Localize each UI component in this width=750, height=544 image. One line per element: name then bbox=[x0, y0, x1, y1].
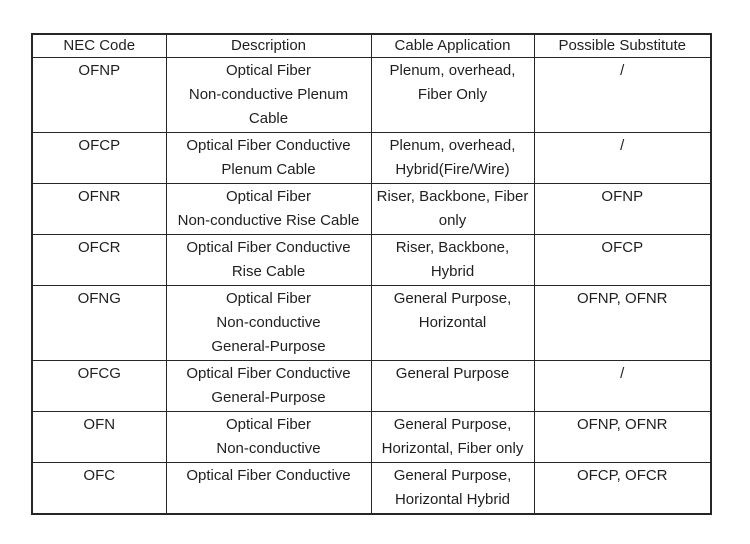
possible-substitute-cell: OFCP, OFCR bbox=[534, 462, 711, 514]
cable-application-line: General Purpose, bbox=[393, 289, 512, 307]
table-row-ofcg bbox=[32, 360, 711, 411]
description-line: Rise Cable bbox=[231, 262, 306, 280]
table-row-ofc bbox=[32, 462, 711, 514]
nec-code-cell: OFCG bbox=[32, 360, 166, 411]
header-cell-nec-code: NEC Code bbox=[32, 34, 166, 57]
nec-code-cell: OFCP bbox=[32, 132, 166, 183]
description-cell bbox=[166, 132, 371, 183]
description-line: Optical Fiber bbox=[225, 61, 312, 79]
cable-application-line: Horizontal Hybrid bbox=[394, 490, 511, 508]
cable-application-cell bbox=[371, 462, 534, 514]
cable-application-cell bbox=[371, 132, 534, 183]
description-line: Optical Fiber Conductive bbox=[186, 364, 351, 382]
header-cell-description: Description bbox=[166, 34, 371, 57]
description-line: Plenum Cable bbox=[221, 160, 316, 178]
possible-substitute-cell: / bbox=[534, 57, 711, 132]
possible-substitute-cell: OFNP bbox=[534, 183, 711, 234]
description-cell bbox=[166, 285, 371, 360]
cable-application-line: Riser, Backbone, bbox=[395, 238, 510, 256]
table-row-ofn bbox=[32, 411, 711, 462]
possible-substitute-cell: OFNP, OFNR bbox=[534, 285, 711, 360]
description-cell bbox=[166, 234, 371, 285]
cable-application-line: Hybrid bbox=[430, 262, 475, 280]
nec-code-table-container bbox=[31, 33, 712, 515]
cable-application-line: Horizontal bbox=[418, 313, 487, 331]
table-row-ofnp bbox=[32, 57, 711, 132]
nec-code-cell: OFN bbox=[32, 411, 166, 462]
table-body bbox=[32, 57, 711, 514]
header-cell-possible-substitute: Possible Substitute bbox=[534, 34, 711, 57]
nec-code-cell: OFCR bbox=[32, 234, 166, 285]
cable-application-cell bbox=[371, 360, 534, 411]
table-row-ofcp bbox=[32, 132, 711, 183]
cable-application-cell bbox=[371, 183, 534, 234]
description-cell bbox=[166, 183, 371, 234]
cable-application-cell bbox=[371, 57, 534, 132]
description-line: Optical Fiber Conductive bbox=[186, 466, 351, 484]
nec-code-table bbox=[31, 33, 712, 515]
description-line: Optical Fiber Conductive bbox=[186, 238, 351, 256]
cable-application-cell bbox=[371, 411, 534, 462]
cable-application-line: Riser, Backbone, Fiber bbox=[376, 187, 529, 205]
cable-application-line: Hybrid(Fire/Wire) bbox=[395, 160, 510, 178]
description-line: Non-conductive Plenum bbox=[188, 85, 349, 103]
table-row-ofnr bbox=[32, 183, 711, 234]
header-cell-cable-application: Cable Application bbox=[371, 34, 534, 57]
description-line: Cable bbox=[248, 109, 289, 127]
description-cell bbox=[166, 360, 371, 411]
description-cell bbox=[166, 462, 371, 514]
description-line: Optical Fiber bbox=[225, 289, 312, 307]
nec-code-cell: OFC bbox=[32, 462, 166, 514]
header-row bbox=[32, 34, 711, 57]
cable-application-line: Plenum, overhead, bbox=[389, 136, 516, 154]
description-line: Optical Fiber bbox=[225, 415, 312, 433]
cable-application-line: only bbox=[438, 211, 467, 229]
description-line: Non-conductive bbox=[216, 439, 321, 457]
cable-application-line: General Purpose, bbox=[393, 466, 512, 484]
description-line: Non-conductive bbox=[216, 313, 321, 331]
description-line: Optical Fiber Conductive bbox=[186, 136, 351, 154]
description-cell bbox=[166, 57, 371, 132]
cable-application-cell bbox=[371, 234, 534, 285]
cable-application-line: Fiber Only bbox=[417, 85, 488, 103]
table-row-ofcr bbox=[32, 234, 711, 285]
cable-application-line: General Purpose, bbox=[393, 415, 512, 433]
cable-application-line: Plenum, overhead, bbox=[389, 61, 516, 79]
cable-application-line: Horizontal, Fiber only bbox=[381, 439, 524, 457]
description-line: Optical Fiber bbox=[225, 187, 312, 205]
possible-substitute-cell: / bbox=[534, 132, 711, 183]
description-line: General-Purpose bbox=[211, 388, 326, 406]
nec-code-cell: OFNP bbox=[32, 57, 166, 132]
nec-code-cell: OFNR bbox=[32, 183, 166, 234]
possible-substitute-cell: OFCP bbox=[534, 234, 711, 285]
possible-substitute-cell: OFNP, OFNR bbox=[534, 411, 711, 462]
description-cell bbox=[166, 411, 371, 462]
nec-code-cell: OFNG bbox=[32, 285, 166, 360]
table-row-ofng bbox=[32, 285, 711, 360]
cable-application-line: General Purpose bbox=[395, 364, 510, 382]
description-line: General-Purpose bbox=[211, 337, 326, 355]
possible-substitute-cell: / bbox=[534, 360, 711, 411]
description-line: Non-conductive Rise Cable bbox=[177, 211, 360, 229]
cable-application-cell bbox=[371, 285, 534, 360]
